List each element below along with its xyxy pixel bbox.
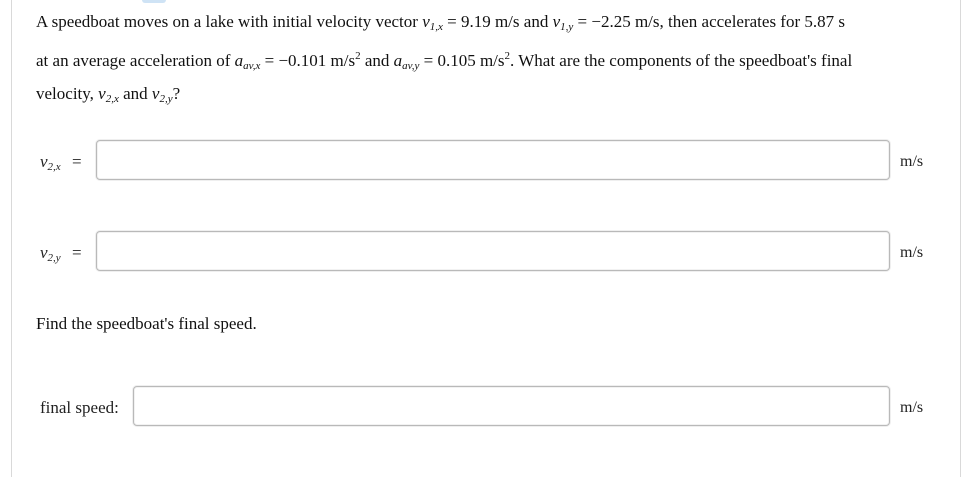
v2y-unit: m/s — [900, 244, 924, 261]
v2x-symbol: v — [98, 84, 106, 103]
problem-text: . What are the components of the speedboat's final — [510, 50, 853, 70]
v1y-subscript: 1,y — [560, 21, 574, 33]
v2x-label — [40, 140, 61, 189]
squared-superscript: 2 — [355, 49, 361, 62]
v2y-symbol: v — [151, 84, 160, 103]
final-speed-label: final speed: — [40, 398, 119, 417]
v2y-label-symbol: v — [40, 243, 48, 262]
aavy-value: = 0.105 m/s — [419, 50, 505, 70]
focus-indicator — [142, 0, 166, 3]
v1x-subscript: 1,x — [429, 21, 443, 33]
v2y-subscript: 2,y — [159, 93, 173, 105]
speed-prompt: Find the speedboat's final speed. — [36, 314, 257, 333]
problem-text: at an average acceleration of — [36, 50, 235, 70]
speed-answer-row — [0, 386, 963, 430]
final-speed-unit: m/s — [900, 399, 924, 416]
v2y-label — [40, 231, 61, 280]
problem-text: and — [360, 50, 394, 70]
v2x-input[interactable] — [96, 140, 890, 180]
v1x-symbol: v — [422, 12, 430, 31]
v1y-value: = −2.25 m/s, then accelerates for 5.87 s — [573, 12, 845, 31]
v2y-label-subscript: 2,y — [47, 252, 61, 264]
aavx-symbol: a — [234, 50, 244, 70]
v2x-label-subscript: 2,x — [47, 161, 61, 173]
aavy-subscript: av,y — [402, 59, 420, 72]
problem-statement — [36, 8, 936, 114]
equals-sign: = — [72, 243, 82, 262]
squared-superscript: 2 — [504, 49, 511, 62]
v2x-answer-row — [0, 140, 963, 184]
final-speed-input[interactable] — [133, 386, 890, 426]
v2y-input[interactable] — [96, 231, 890, 271]
v2x-unit: m/s — [900, 153, 924, 170]
aavx-value: = −0.101 m/s — [260, 50, 356, 70]
v2x-label-symbol: v — [40, 152, 48, 171]
problem-text: velocity, — [36, 84, 99, 103]
v2y-answer-row — [0, 231, 963, 275]
problem-text: A speedboat moves on a lake with initial velocity vector — [36, 12, 423, 31]
v1y-symbol: v — [552, 12, 561, 31]
aavx-subscript: av,x — [243, 59, 261, 72]
v2x-subscript: 2,x — [105, 93, 119, 105]
problem-text: and — [118, 84, 152, 103]
equals-sign: = — [72, 152, 82, 171]
aavy-symbol: a — [393, 50, 403, 70]
v1x-value: = 9.19 m/s and — [442, 12, 553, 31]
question-mark: ? — [172, 84, 181, 103]
